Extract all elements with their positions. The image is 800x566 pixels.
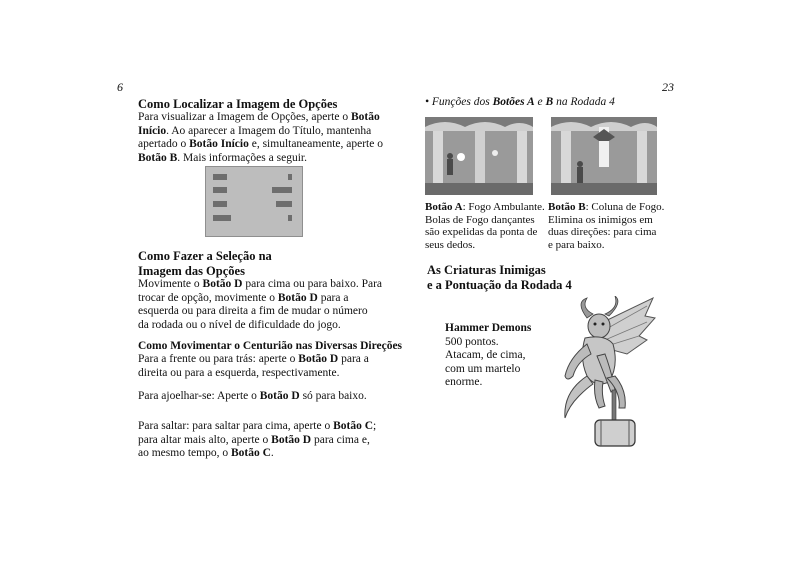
section-title-selection-line1: Como Fazer a Seleção na bbox=[138, 249, 272, 263]
options-screen-screenshot bbox=[205, 166, 303, 237]
round4-screenshot-b bbox=[551, 117, 657, 195]
round4-screenshot-a bbox=[425, 117, 533, 195]
enemy-entry bbox=[445, 322, 531, 390]
section-text-options-screen: Para visualizar a Imagem de Opções, aperte o Botão Início. Ao aparecer a Imagem do Título, mantenha apertado o Botão Início e, simultaneamente, aperte o Botão B. Mais informações a seguir. bbox=[138, 111, 383, 164]
functions-heading: • Funções dos Botões A e B na Rodada 4 bbox=[425, 96, 615, 108]
enemy-desc-line1: Atacam, de cima, bbox=[445, 349, 526, 361]
enemy-name: Hammer Demons bbox=[445, 322, 532, 334]
section-text-movement: Para a frente ou para trás: aperte o Botão D para a direita ou para a esquerda, respectivamente. bbox=[138, 353, 369, 379]
caption-button-b: Botão B: Coluna de Fogo. Elimina os inimigos em duas direções: para cima e para baixo. bbox=[548, 201, 665, 251]
section-title-movement: Como Movimentar o Centurião nas Diversas Direções bbox=[138, 340, 403, 352]
section-text-selection: Movimente o Botão D para cima ou para baixo. Para trocar de opção, movimente o Botão D para a esquerda ou para direita a fim de mudar o número da rodada ou o nível de dificuldade do jogo. bbox=[138, 278, 383, 331]
caption-button-a: Botão A: Fogo Ambulante. Bolas de Fogo dançantes são expelidas da ponta de seus dedos. bbox=[425, 201, 545, 251]
section-title-options-screen: Como Localizar a Imagem de Opções bbox=[138, 97, 338, 111]
enemy-points: 500 pontos. bbox=[445, 335, 499, 348]
paragraph-jump: Para saltar: para saltar para cima, aperte o Botão C; para altar mais alto, aperte o Botão D para cima e, ao mesmo tempo, o Botão C. bbox=[138, 420, 377, 459]
enemy-desc-line2: com um martelo bbox=[445, 362, 521, 375]
paragraph-crouch: Para ajoelhar-se: Aperte o Botão D só para baixo. bbox=[138, 390, 367, 402]
enemy-desc-line3: enorme. bbox=[445, 376, 483, 388]
enemies-title-line2: e a Pontuação da Rodada 4 bbox=[427, 278, 572, 292]
hammer-demon-illustration bbox=[535, 296, 660, 456]
left-page-number: 6 bbox=[117, 80, 123, 94]
section-title-selection-line2: Imagem das Opções bbox=[138, 264, 245, 278]
enemies-title-line1: As Criaturas Inimigas bbox=[427, 263, 546, 277]
right-page-number: 23 bbox=[662, 80, 674, 94]
